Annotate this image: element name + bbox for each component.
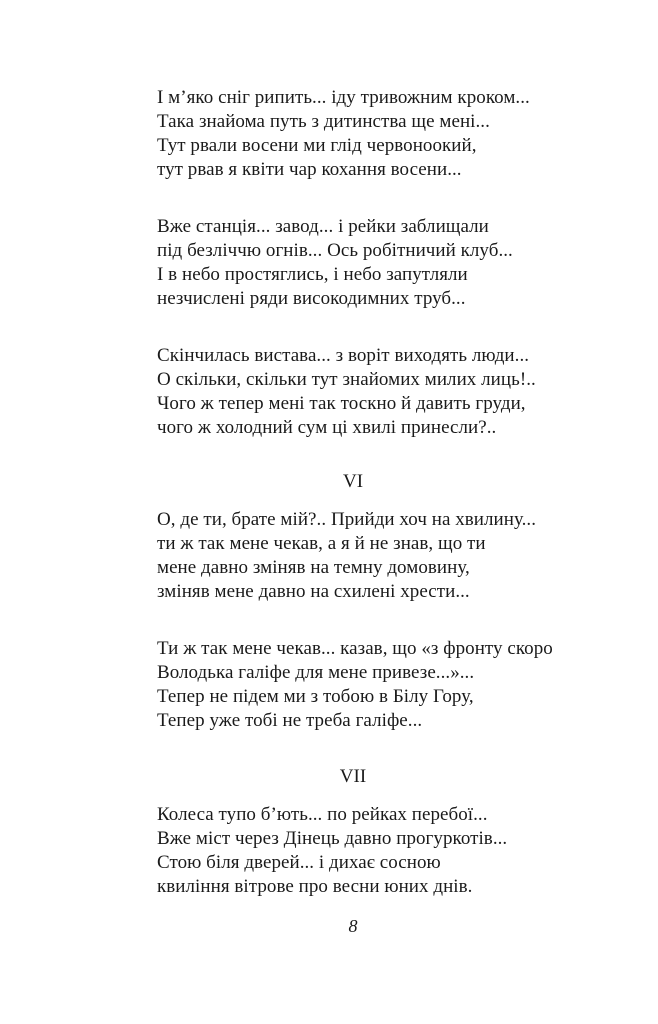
- poem-line: Вже міст через Дінець давно прогуркотів...: [157, 828, 508, 849]
- poem-line: Чого ж тепер мені так тоскно й давить груди,: [157, 393, 526, 414]
- poem-line: Ти ж так мене чекав... казав, що «з фронту скоро: [157, 638, 553, 659]
- poem-line: Така знайома путь з дитинства ще мені...: [157, 111, 490, 132]
- poem-line: І м’яко сніг рипить... іду тривожним кроком...: [157, 87, 530, 108]
- poem-line: Вже станція... завод... і рейки заблищали: [157, 216, 489, 237]
- poem-line: мене давно зміняв на темну домовину,: [157, 557, 470, 578]
- poem-line: Володька галіфе для мене привезе...»...: [157, 662, 475, 683]
- poem-line: Тут рвали восени ми глід червоноокий,: [157, 135, 477, 156]
- poem-line: Скінчилась вистава... з воріт виходять люди...: [157, 345, 530, 366]
- poem-line: Колеса тупо б’ють... по рейках перебої...: [157, 804, 488, 825]
- poem-line: О, де ти, брате мій?.. Прийди хоч на хвилину...: [157, 509, 537, 530]
- poem-line: під безліччю огнів... Ось робітничий клуб...: [157, 240, 513, 261]
- section-heading: VI: [342, 471, 364, 492]
- poem-line: квиління вітрове про весни юних днів.: [157, 876, 473, 897]
- poem-line: Стою біля дверей... і дихає сосною: [157, 852, 441, 873]
- poem-line: Тепер уже тобі не треба галіфе...: [157, 710, 423, 731]
- poem-line: Тепер не підем ми з тобою в Білу Гору,: [157, 686, 474, 707]
- section-heading: VII: [339, 766, 367, 787]
- poem-line: незчислені ряди високодимних труб...: [157, 288, 466, 309]
- page-number: 8: [348, 916, 358, 936]
- poem-line: тут рвав я квіти чар кохання восени...: [157, 159, 462, 180]
- poem-line: чого ж холодний сум ці хвилі принесли?..: [157, 417, 497, 438]
- poem-line: зміняв мене давно на схилені хрести...: [157, 581, 470, 602]
- poem-line: ти ж так мене чекав, а я й не знав, що ти: [157, 533, 486, 554]
- poem-line: О скільки, скільки тут знайомих милих лиць!..: [157, 369, 536, 390]
- poem-line: І в небо простяглись, і небо запутляли: [157, 264, 468, 285]
